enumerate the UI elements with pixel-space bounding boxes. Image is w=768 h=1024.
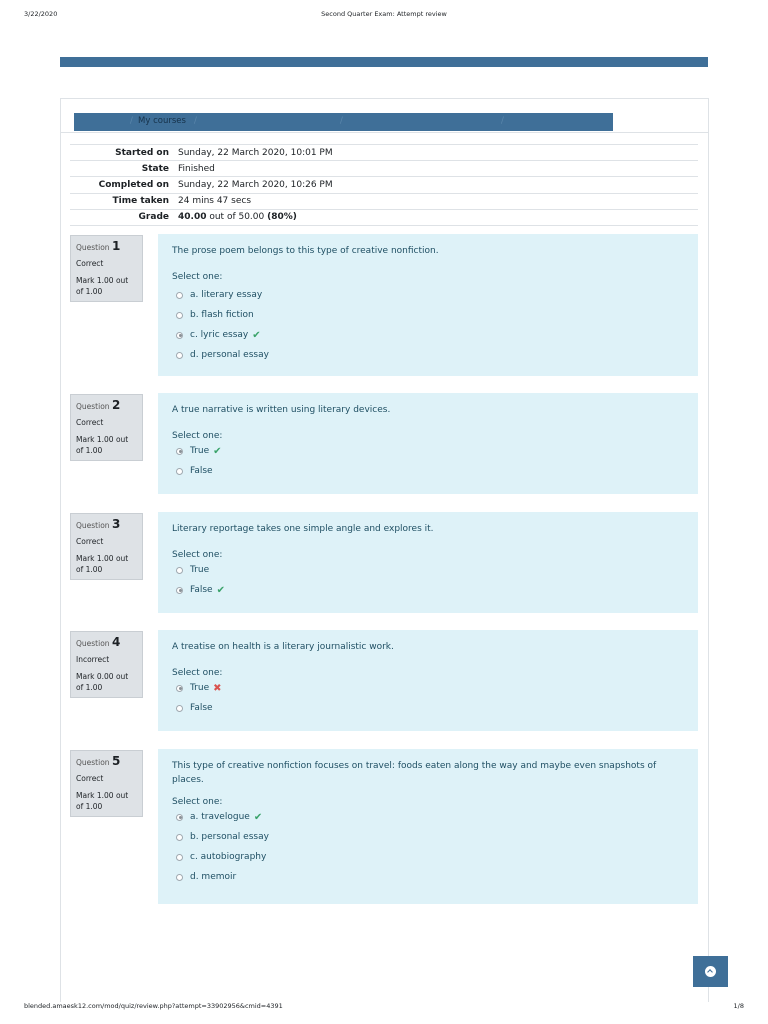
question-text: The prose poem belongs to this type of creative nonfiction. <box>172 246 439 256</box>
answer-option[interactable] <box>172 698 684 718</box>
grade-score: 40.00 <box>178 212 207 223</box>
question-content <box>158 393 698 494</box>
question-info <box>70 631 143 698</box>
question-number: 3 <box>111 517 121 531</box>
question-mark: Mark 1.00 out of 1.00 <box>76 791 129 811</box>
summary-row <box>70 161 698 177</box>
summary-row <box>70 145 698 161</box>
answer-label: True <box>190 683 210 693</box>
question-info <box>70 750 143 817</box>
question-info <box>70 394 143 461</box>
radio-button-selected[interactable] <box>176 587 183 594</box>
radio-button[interactable] <box>176 705 183 712</box>
question-content <box>158 512 698 613</box>
answer-option[interactable] <box>172 867 684 887</box>
radio-button[interactable] <box>176 352 183 359</box>
answer-option[interactable] <box>172 560 684 580</box>
print-page-number: 1/8 <box>733 1002 744 1010</box>
summary-label: Completed on <box>70 177 173 193</box>
radio-button-selected[interactable] <box>176 685 183 692</box>
question-state: Correct <box>76 418 104 427</box>
breadcrumb-separator: / <box>340 116 343 126</box>
question-mark: Mark 0.00 out of 1.00 <box>76 672 129 692</box>
summary-label: Started on <box>70 145 173 161</box>
answer-label: a. travelogue <box>190 812 250 822</box>
select-one-prompt: Select one: <box>172 668 223 678</box>
radio-button-selected[interactable] <box>176 814 183 821</box>
answer-option[interactable] <box>172 285 684 305</box>
answer-label: d. personal essay <box>190 350 269 360</box>
answer-label: False <box>190 585 213 595</box>
summary-row <box>70 209 698 225</box>
breadcrumb-separator: / <box>130 116 133 126</box>
radio-button[interactable] <box>176 834 183 841</box>
check-icon: ✔ <box>213 445 222 457</box>
radio-button[interactable] <box>176 292 183 299</box>
select-one-prompt: Select one: <box>172 272 223 282</box>
radio-button[interactable] <box>176 468 183 475</box>
summary-row <box>70 177 698 193</box>
question-content <box>158 630 698 731</box>
question-number: 2 <box>111 398 121 412</box>
answer-option[interactable] <box>172 461 684 481</box>
radio-button-selected[interactable] <box>176 448 183 455</box>
summary-label: Time taken <box>70 193 173 209</box>
answer-label: False <box>190 466 213 476</box>
question-number: 1 <box>111 239 121 253</box>
radio-button[interactable] <box>176 312 183 319</box>
select-one-prompt: Select one: <box>172 797 223 807</box>
answer-option[interactable] <box>172 345 684 365</box>
question-text: A true narrative is written using literary devices. <box>172 405 391 415</box>
question-text: Literary reportage takes one simple angle and explores it. <box>172 524 434 534</box>
question-label: Question <box>76 402 110 411</box>
answer-option[interactable] <box>172 305 684 325</box>
summary-value: 24 mins 47 secs <box>173 193 698 209</box>
question-state: Correct <box>76 537 104 546</box>
print-date: 3/22/2020 <box>24 10 58 18</box>
print-url: blended.amaesk12.com/mod/quiz/review.php?attempt=33902956&cmid=4391 <box>24 1002 283 1010</box>
answer-label: a. literary essay <box>190 290 263 300</box>
summary-label: Grade <box>70 209 173 225</box>
divider <box>61 132 708 133</box>
print-footer <box>0 1002 768 1014</box>
breadcrumb <box>74 113 613 131</box>
print-header <box>0 10 768 22</box>
navbar <box>60 57 708 67</box>
arrow-up-icon <box>705 966 716 977</box>
radio-button[interactable] <box>176 874 183 881</box>
summary-value: Sunday, 22 March 2020, 10:01 PM <box>173 145 698 161</box>
question-state: Correct <box>76 259 104 268</box>
question-info <box>70 235 143 302</box>
answer-label: False <box>190 703 213 713</box>
answer-options <box>172 285 684 365</box>
radio-button[interactable] <box>176 854 183 861</box>
question-state: Incorrect <box>76 655 110 664</box>
question-label: Question <box>76 639 110 648</box>
answer-option[interactable] <box>172 847 684 867</box>
answer-label: c. lyric essay <box>190 330 249 340</box>
breadcrumb-separator: / <box>501 116 504 126</box>
answer-option[interactable] <box>172 441 684 461</box>
answer-label: b. personal essay <box>190 832 269 842</box>
answer-option[interactable] <box>172 827 684 847</box>
check-icon: ✔ <box>252 329 261 341</box>
answer-option[interactable] <box>172 580 684 600</box>
question-label: Question <box>76 758 110 767</box>
check-icon: ✔ <box>253 811 263 823</box>
question-number: 5 <box>111 754 121 768</box>
question-mark: Mark 1.00 out of 1.00 <box>76 276 129 296</box>
answer-label: d. memoir <box>190 872 237 882</box>
question-mark: Mark 1.00 out of 1.00 <box>76 554 129 574</box>
answer-label: True <box>190 565 210 575</box>
summary-label: State <box>70 161 173 177</box>
question-number: 4 <box>111 635 121 649</box>
answer-label: True <box>190 446 210 456</box>
summary-value: Finished <box>173 161 698 177</box>
answer-option[interactable] <box>172 807 684 827</box>
summary-row <box>70 193 698 209</box>
answer-option[interactable] <box>172 678 684 698</box>
answer-label: b. flash fiction <box>190 310 254 320</box>
answer-option[interactable] <box>172 325 684 345</box>
radio-button[interactable] <box>176 567 183 574</box>
question-content <box>158 749 698 904</box>
check-icon: ✔ <box>216 584 225 596</box>
grade-value <box>173 209 698 225</box>
back-to-top-button[interactable] <box>693 956 728 987</box>
question-mark: Mark 1.00 out of 1.00 <box>76 435 129 455</box>
question-content <box>158 234 698 376</box>
select-one-prompt: Select one: <box>172 431 223 441</box>
question-state: Correct <box>76 774 104 783</box>
radio-button-selected[interactable] <box>176 332 183 339</box>
breadcrumb-my-courses[interactable]: My courses <box>138 116 186 126</box>
answer-options <box>172 807 684 887</box>
breadcrumb-separator: / <box>194 116 197 126</box>
print-title: Second Quarter Exam: Attempt review <box>321 10 447 18</box>
question-text: This type of creative nonfiction focuses on travel: foods eaten along the way and maybe even snapshots of places. <box>172 761 657 785</box>
question-label: Question <box>76 243 110 252</box>
question-label: Question <box>76 521 110 530</box>
answer-options <box>172 560 684 600</box>
answer-options <box>172 678 684 718</box>
question-text: A treatise on health is a literary journalistic work. <box>172 642 394 652</box>
select-one-prompt: Select one: <box>172 550 223 560</box>
grade-percent: (80%) <box>267 212 297 223</box>
attempt-summary-table <box>70 144 698 226</box>
answer-label: c. autobiography <box>190 852 267 862</box>
question-info <box>70 513 143 580</box>
summary-value: Sunday, 22 March 2020, 10:26 PM <box>173 177 698 193</box>
cross-icon: ✖ <box>213 682 222 694</box>
grade-out-of: out of 50.00 <box>209 212 265 223</box>
answer-options <box>172 441 684 481</box>
